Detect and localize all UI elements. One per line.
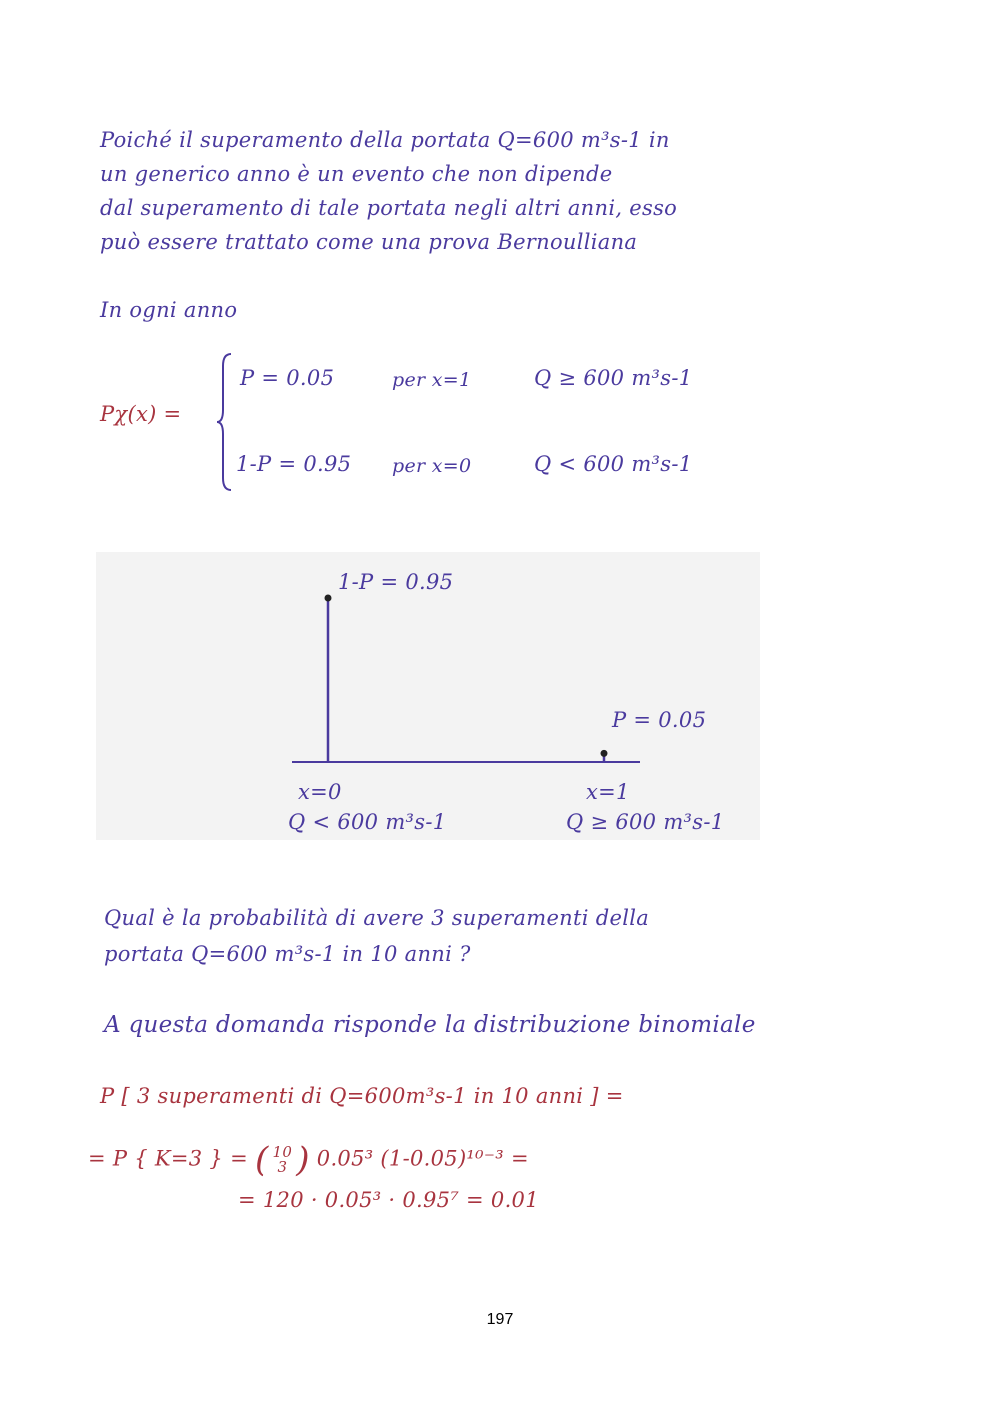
pmf-case2-range: Q < 600 m³s-1 [534,452,693,476]
question-line-2: portata Q=600 m³s-1 in 10 anni ? [104,942,471,966]
binom-n: 10 [272,1143,293,1161]
pmf-case1-value: P = 0.05 [240,366,335,390]
data-label-x0: 1-P = 0.95 [338,570,454,594]
pmf-case2-cond: per x=0 [392,455,472,477]
binomial-coefficient [273,1145,293,1175]
formula-line-3: = 120 · 0.05³ · 0.95⁷ = 0.01 [238,1188,539,1212]
paragraph-line-1: Poiché il superamento della portata Q=600 m³s-1 in [100,128,670,152]
formula-line-1: P [ 3 superamenti di Q=600m³s-1 in 10 anni ] = [100,1084,624,1108]
tick-sublabel-x1: Q ≥ 600 m³s-1 [566,810,725,834]
data-label-x1: P = 0.05 [612,708,707,732]
formula-line-2-suffix: 0.05³ (1-0.05)¹⁰⁻³ = [316,1146,529,1171]
formula-line-2-prefix: = P { K=3 } = [88,1146,248,1171]
in-ogni-anno: In ogni anno [100,298,238,322]
paragraph-line-3: dal superamento di tale portata negli altri anni, esso [100,196,678,220]
tick-label-x1: x=1 [586,780,630,804]
pmf-lhs: Pχ(x) = [100,402,182,426]
pmf-case1-cond: per x=1 [392,369,472,391]
page-number: 197 [486,1311,514,1328]
binom-k: 3 [277,1158,288,1176]
stem-point-1 [601,750,608,757]
paragraph-line-2: un generico anno è un evento che non dipende [100,162,613,186]
stem-point-0 [325,595,332,602]
pmf-case1-range: Q ≥ 600 m³s-1 [534,366,693,390]
question-line-1: Qual è la probabilità di avere 3 superamenti della [104,906,650,930]
pmf-case2-value: 1-P = 0.95 [236,452,352,476]
formula-line-2: = P { K=3 } = ( 10 3 ) 0.05³ (1-0.05)¹⁰⁻³ = [88,1140,529,1180]
answer-text: A questa domanda risponde la distribuzione binomiale [104,1012,756,1038]
tick-sublabel-x0: Q < 600 m³s-1 [288,810,447,834]
tick-label-x0: x=0 [298,780,342,804]
paragraph-line-4: può essere trattato come una prova Bernoulliana [100,230,638,254]
